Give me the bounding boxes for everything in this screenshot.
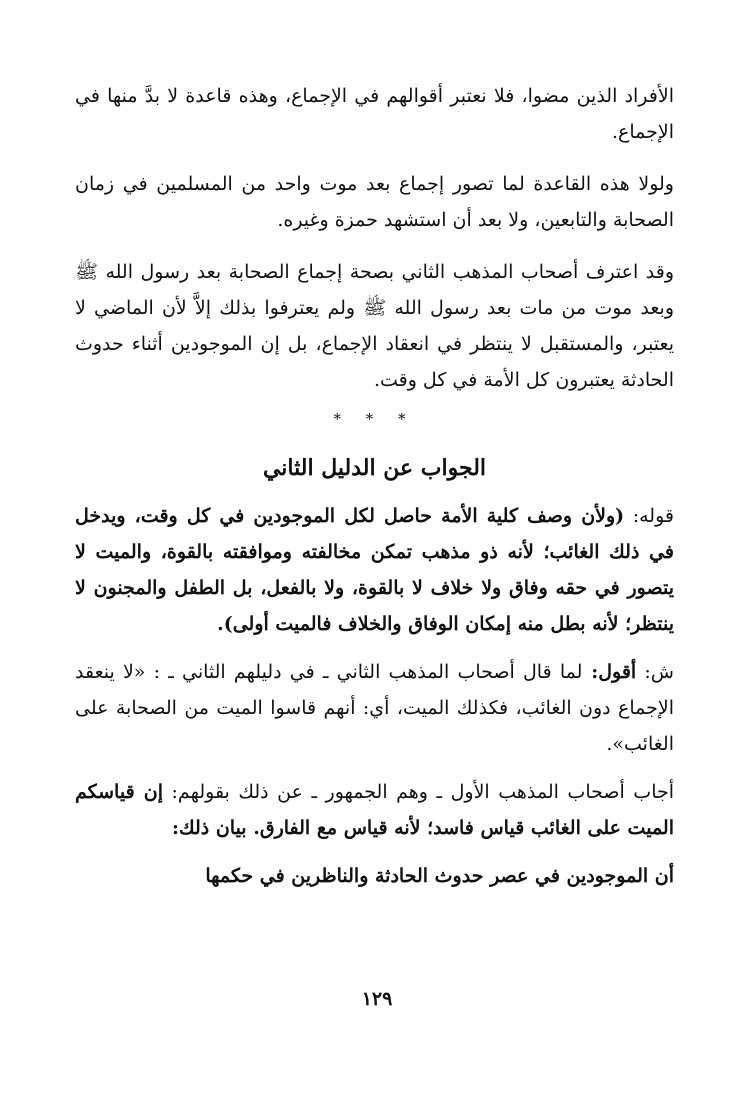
commentary-aqul: أقول: <box>582 661 637 683</box>
quote-lead: قوله: <box>624 505 674 527</box>
paragraph-rule: ولولا هذه القاعدة لما تصور إجماع بعد موت واحد من المسلمين في زمان الصحابة والتابعين، ولا بعد أن استشهد حمزة وغيره. <box>75 173 674 231</box>
answer-intro: أجاب أصحاب المذهب الأول ـ وهم الجمهور ـ عن ذلك بقولهم: <box>171 781 675 803</box>
answer-paragraph <box>75 774 674 846</box>
commentary-sh: ش: <box>636 661 674 683</box>
paragraph-acknowledgement: وقد اعترف أصحاب المذهب الثاني بصحة إجماع الصحابة بعد رسول الله ﷺ وبعد موت من مات بعد رسول الله ﷺ ولم يعترفوا بذلك إلاَّ لأن الماضي لا يعتبر، والمستقبل لا ينتظر في انعقاد الإجماع، بل إن الموجودين أثناء حدوث الحادثة يعتبرون كل الأمة في كل وقت. <box>75 261 674 391</box>
page-body <box>75 78 674 894</box>
quote-paragraph <box>75 498 674 642</box>
quote-text: (ولأن وصف كلية الأمة حاصل لكل الموجودين في كل وقت، ويدخل في ذلك الغائب؛ لأنه ذو مذهب تمكن مخالفته وموافقته بالقوة، والميت لا يتصور في حقه وفاق ولا خلاف لا بالقوة، ولا بالفعل، بل الطفل والمجنون لا ينتظر؛ لأنه بطل منه إمكان الوفاق والخلاف فالميت أولى). <box>75 505 674 635</box>
commentary-text: لما قال أصحاب المذهب الثاني ـ في دليلهم الثاني ـ : «لا ينعقد الإجماع دون الغائب، فكذلك الميت، أي: أنهم قاسوا الميت من الصحابة على الغائب». <box>75 661 674 755</box>
section-separator: * * * <box>333 410 416 428</box>
page-number: ١٢٩ <box>361 988 393 1010</box>
paragraph-continuation: الأفراد الذين مضوا، فلا نعتبر أقوالهم في الإجماع، وهذه قاعدة لا بدَّ منها في الإجماع. <box>75 85 674 143</box>
commentary-paragraph <box>75 654 674 762</box>
last-line: أن الموجودين في عصر حدوث الحادثة والناظرين في حكمها <box>205 865 674 887</box>
answer-bold: إن قياسكم الميت على الغائب قياس فاسد؛ لأنه قياس مع الفارق. بيان ذلك: <box>75 781 674 839</box>
section-heading: الجواب عن الدليل الثاني <box>262 455 487 481</box>
